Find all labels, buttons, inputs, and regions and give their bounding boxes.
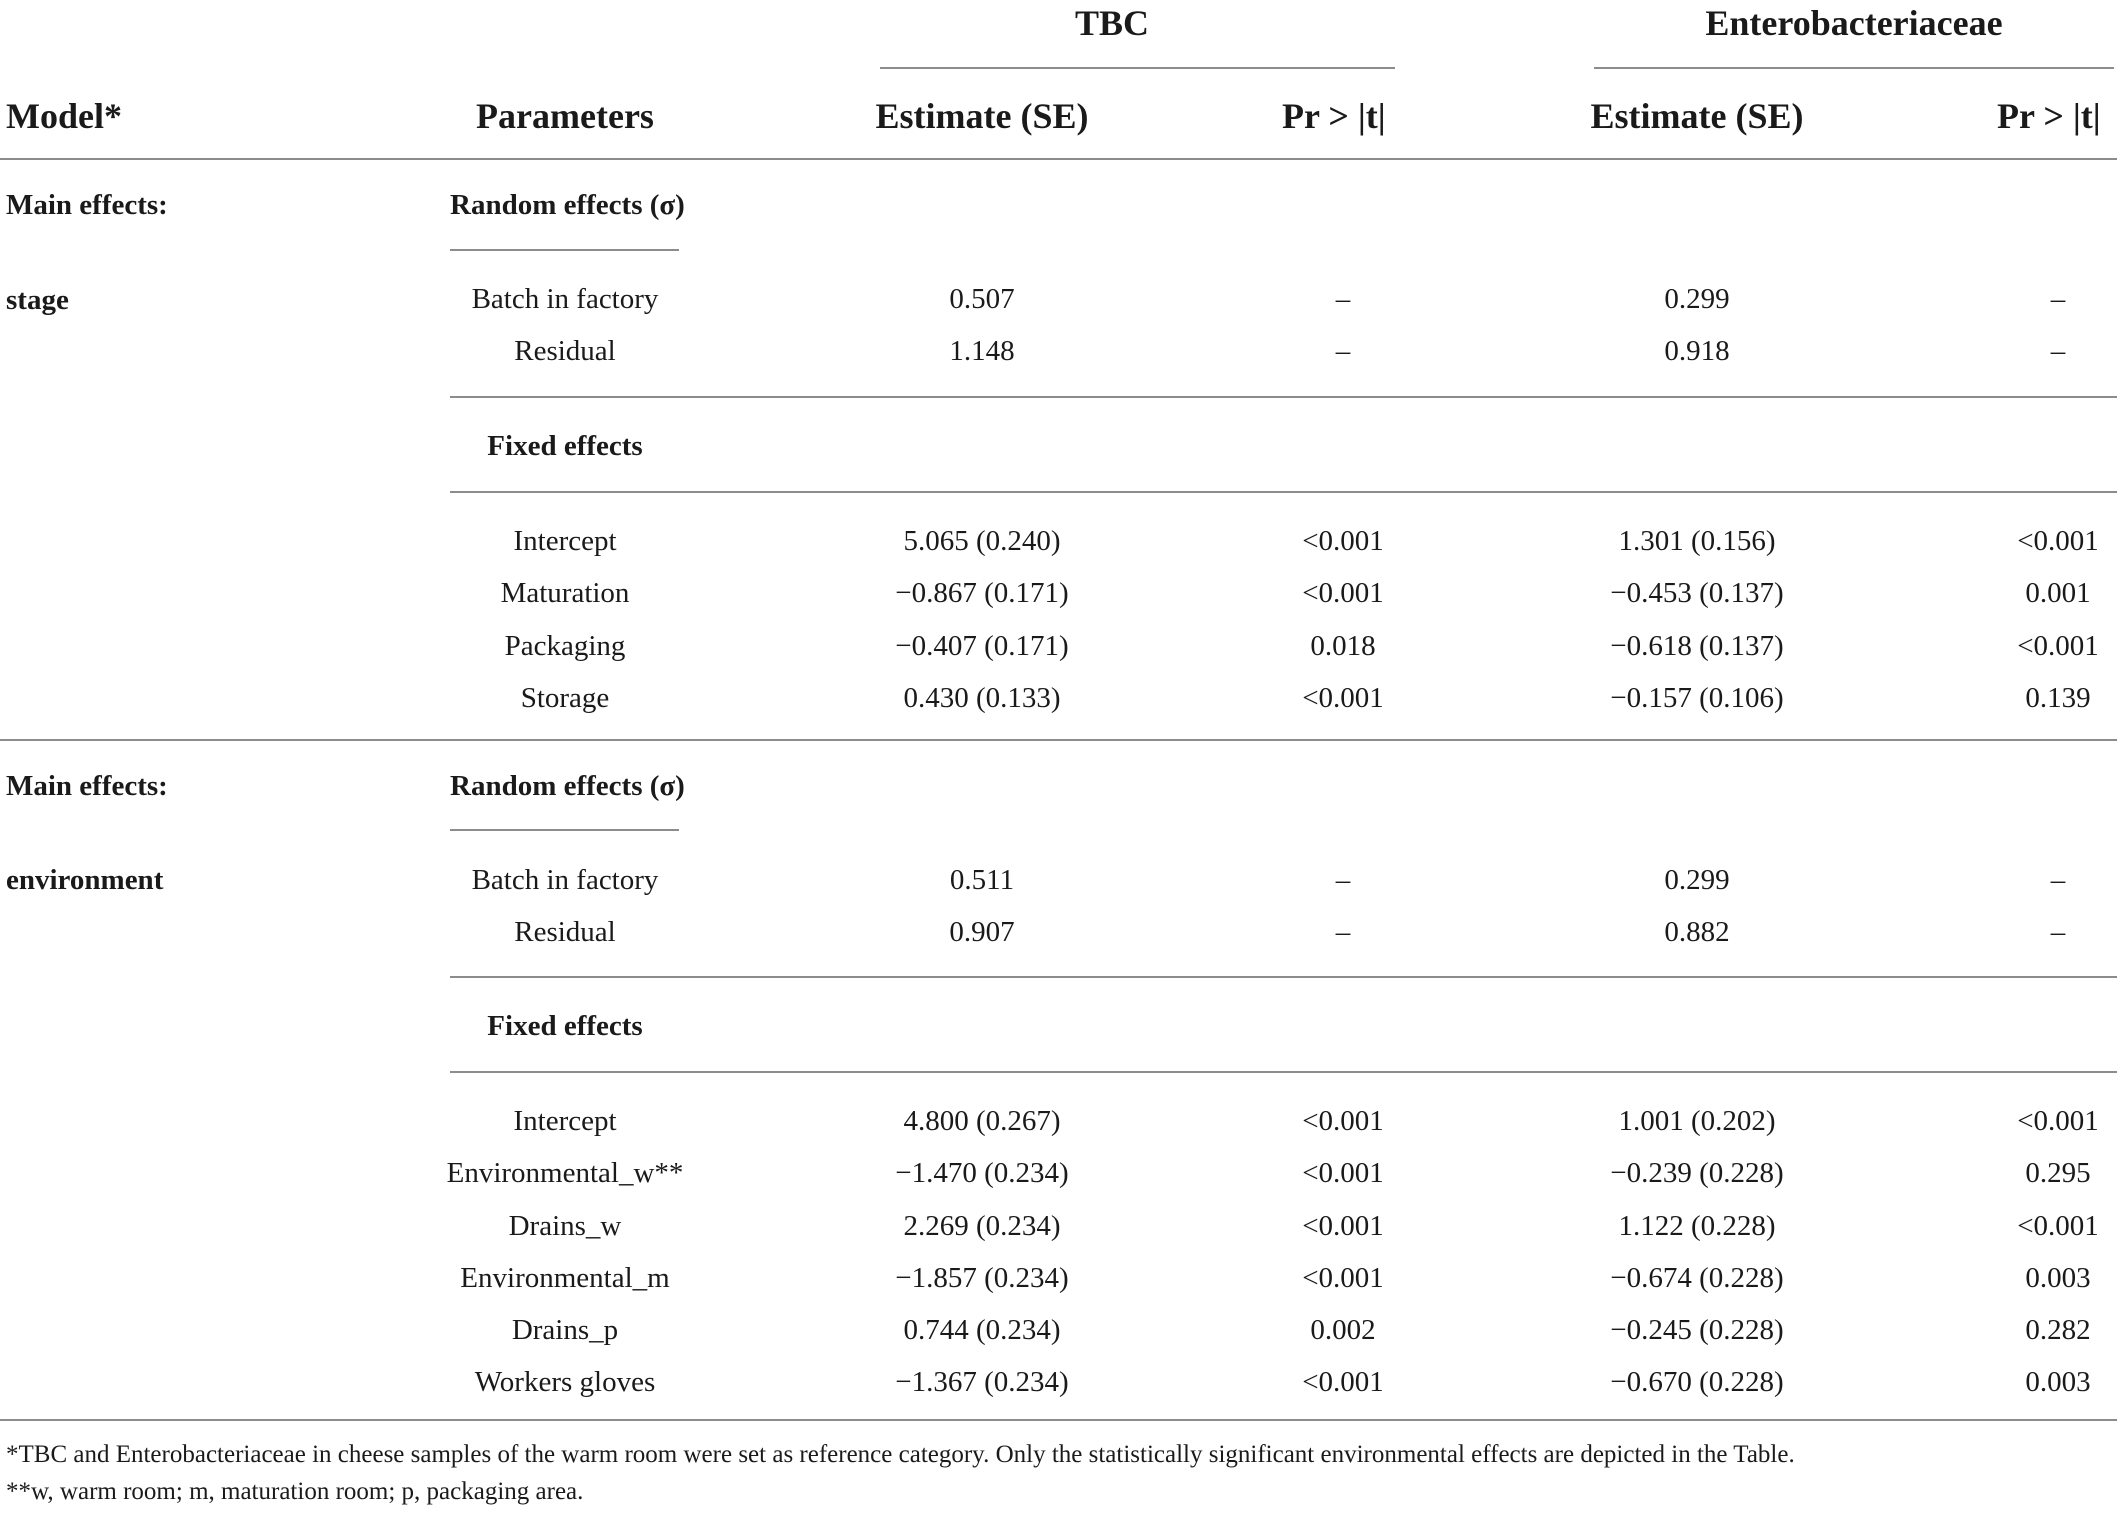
column-header-entero-pr: Pr > |t| bbox=[1997, 96, 2101, 136]
parameter-cell: Batch in factory bbox=[471, 864, 659, 896]
entero-estimate-cell: −0.245 (0.228) bbox=[1610, 1314, 1784, 1346]
footnote-reference: *TBC and Enterobacteriaceae in cheese samples of the warm room were set as reference category. Only the statistically significant environmental effects are depicted in the Table. bbox=[6, 1441, 1795, 1468]
tbc-estimate-cell: 4.800 (0.267) bbox=[903, 1105, 1061, 1137]
tbc-pr-cell: <0.001 bbox=[1302, 1105, 1384, 1137]
tbc-pr-cell: 0.002 bbox=[1310, 1314, 1376, 1346]
model-name: stage bbox=[6, 284, 69, 316]
tbc-estimate-cell: 1.148 bbox=[949, 335, 1015, 367]
tbc-pr-cell: <0.001 bbox=[1302, 1366, 1384, 1398]
fixed-effects-rule bbox=[450, 1071, 2117, 1073]
tbc-estimate-cell: 0.744 (0.234) bbox=[903, 1314, 1061, 1346]
entero-estimate-cell: −0.157 (0.106) bbox=[1610, 682, 1784, 714]
entero-pr-cell: 0.003 bbox=[2025, 1366, 2091, 1398]
entero-estimate-cell: 0.882 bbox=[1664, 916, 1730, 948]
tbc-estimate-cell: 0.511 bbox=[949, 864, 1015, 896]
entero-estimate-cell: 0.299 bbox=[1664, 864, 1730, 896]
parameter-cell: Workers gloves bbox=[474, 1366, 656, 1398]
entero-pr-cell: – bbox=[2050, 864, 2066, 896]
entero-pr-cell: 0.001 bbox=[2025, 577, 2091, 609]
tbc-pr-cell: <0.001 bbox=[1302, 525, 1384, 557]
parameter-cell: Maturation bbox=[500, 577, 630, 609]
group-header-tbc: TBC bbox=[1074, 3, 1150, 43]
fixed-effects-label: Fixed effects bbox=[487, 1010, 643, 1042]
entero-group-rule bbox=[1594, 67, 2114, 69]
column-header-tbc-estimate: Estimate (SE) bbox=[875, 96, 1089, 136]
column-header-tbc-pr: Pr > |t| bbox=[1282, 96, 1386, 136]
entero-pr-cell: 0.003 bbox=[2025, 1262, 2091, 1294]
tbc-estimate-cell: −1.367 (0.234) bbox=[895, 1366, 1069, 1398]
random-effects-label: Random effects (σ) bbox=[450, 770, 685, 802]
section-rule bbox=[450, 976, 2117, 978]
block-divider-rule bbox=[0, 739, 2117, 741]
parameter-cell: Residual bbox=[514, 916, 616, 948]
tbc-pr-cell: 0.018 bbox=[1310, 630, 1376, 662]
entero-pr-cell: 0.282 bbox=[2025, 1314, 2091, 1346]
section-rule bbox=[450, 396, 2117, 398]
tbc-group-rule bbox=[880, 67, 1395, 69]
tbc-pr-cell: <0.001 bbox=[1302, 1262, 1384, 1294]
tbc-pr-cell: – bbox=[1335, 283, 1351, 315]
tbc-pr-cell: <0.001 bbox=[1302, 577, 1384, 609]
column-header-entero-estimate: Estimate (SE) bbox=[1590, 96, 1804, 136]
random-effects-rule bbox=[450, 249, 679, 251]
entero-estimate-cell: −0.674 (0.228) bbox=[1610, 1262, 1784, 1294]
entero-estimate-cell: −0.453 (0.137) bbox=[1610, 577, 1784, 609]
tbc-estimate-cell: 2.269 (0.234) bbox=[903, 1210, 1061, 1242]
entero-estimate-cell: 0.299 bbox=[1664, 283, 1730, 315]
parameter-cell: Environmental_w** bbox=[446, 1157, 684, 1189]
tbc-pr-cell: <0.001 bbox=[1302, 1210, 1384, 1242]
fixed-effects-label: Fixed effects bbox=[487, 430, 643, 462]
entero-estimate-cell: 0.918 bbox=[1664, 335, 1730, 367]
entero-estimate-cell: 1.301 (0.156) bbox=[1618, 525, 1776, 557]
entero-estimate-cell: −0.670 (0.228) bbox=[1610, 1366, 1784, 1398]
model-label: Main effects: bbox=[6, 770, 168, 802]
column-header-model: Model* bbox=[6, 96, 122, 136]
model-name: environment bbox=[6, 864, 164, 896]
entero-pr-cell: 0.139 bbox=[2025, 682, 2091, 714]
tbc-estimate-cell: −0.867 (0.171) bbox=[895, 577, 1069, 609]
entero-pr-cell: <0.001 bbox=[2017, 630, 2099, 662]
entero-pr-cell: <0.001 bbox=[2017, 1105, 2099, 1137]
header-rule bbox=[0, 158, 2117, 160]
parameter-cell: Drains_w bbox=[508, 1210, 622, 1242]
parameter-cell: Storage bbox=[520, 682, 610, 714]
model-label: Main effects: bbox=[6, 189, 168, 221]
table-bottom-rule bbox=[0, 1419, 2117, 1421]
parameter-cell: Intercept bbox=[513, 525, 617, 557]
footnote-abbreviations: **w, warm room; m, maturation room; p, packaging area. bbox=[6, 1478, 584, 1505]
tbc-estimate-cell: −1.857 (0.234) bbox=[895, 1262, 1069, 1294]
entero-estimate-cell: 1.122 (0.228) bbox=[1618, 1210, 1776, 1242]
column-header-parameters: Parameters bbox=[476, 96, 654, 136]
tbc-estimate-cell: 0.507 bbox=[949, 283, 1015, 315]
tbc-pr-cell: – bbox=[1335, 864, 1351, 896]
random-effects-rule bbox=[450, 829, 679, 831]
entero-pr-cell: – bbox=[2050, 916, 2066, 948]
entero-pr-cell: – bbox=[2050, 283, 2066, 315]
tbc-pr-cell: <0.001 bbox=[1302, 682, 1384, 714]
entero-estimate-cell: −0.618 (0.137) bbox=[1610, 630, 1784, 662]
tbc-estimate-cell: 0.430 (0.133) bbox=[903, 682, 1061, 714]
tbc-estimate-cell: 5.065 (0.240) bbox=[903, 525, 1061, 557]
parameter-cell: Intercept bbox=[513, 1105, 617, 1137]
random-effects-label: Random effects (σ) bbox=[450, 189, 685, 221]
parameter-cell: Residual bbox=[514, 335, 616, 367]
parameter-cell: Environmental_m bbox=[460, 1262, 670, 1294]
parameter-cell: Packaging bbox=[504, 630, 626, 662]
tbc-pr-cell: – bbox=[1335, 916, 1351, 948]
tbc-estimate-cell: −1.470 (0.234) bbox=[895, 1157, 1069, 1189]
entero-pr-cell: <0.001 bbox=[2017, 525, 2099, 557]
tbc-pr-cell: <0.001 bbox=[1302, 1157, 1384, 1189]
entero-pr-cell: 0.295 bbox=[2025, 1157, 2091, 1189]
entero-pr-cell: – bbox=[2050, 335, 2066, 367]
entero-pr-cell: <0.001 bbox=[2017, 1210, 2099, 1242]
tbc-estimate-cell: −0.407 (0.171) bbox=[895, 630, 1069, 662]
tbc-pr-cell: – bbox=[1335, 335, 1351, 367]
entero-estimate-cell: −0.239 (0.228) bbox=[1610, 1157, 1784, 1189]
entero-estimate-cell: 1.001 (0.202) bbox=[1618, 1105, 1776, 1137]
group-header-enterobacteriaceae: Enterobacteriaceae bbox=[1705, 3, 2003, 43]
parameter-cell: Drains_p bbox=[511, 1314, 619, 1346]
fixed-effects-rule bbox=[450, 491, 2117, 493]
parameter-cell: Batch in factory bbox=[471, 283, 659, 315]
tbc-estimate-cell: 0.907 bbox=[949, 916, 1015, 948]
